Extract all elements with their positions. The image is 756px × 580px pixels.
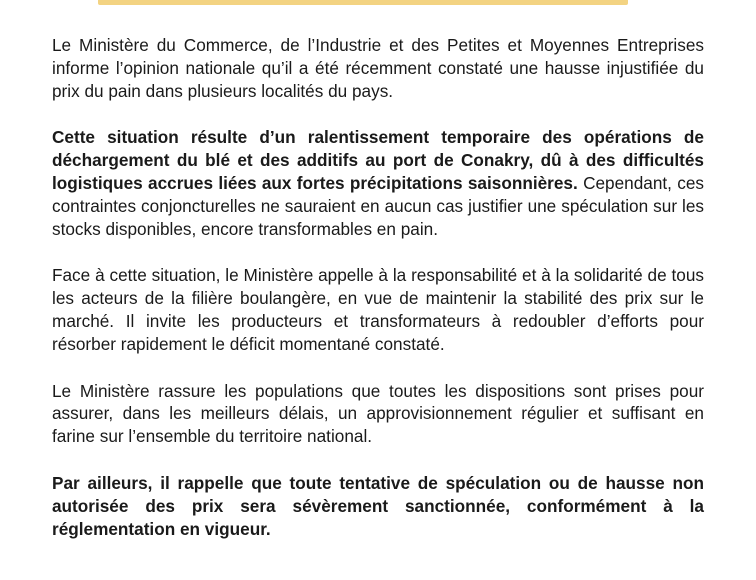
paragraph-reassurance: Le Ministère rassure les populations que toutes les dispositions sont prises pour assurer, dans les meilleurs délais, un approvisionnement régulier et suffisant en farine sur l’ensemble du territoire national. [52,380,704,447]
paragraph-cause [52,126,704,240]
paragraph-warning: Par ailleurs, il rappelle que toute tentative de spéculation ou de hausse non autorisée des prix sera sévèrement sanctionnée, conformément à la réglementation en vigueur. [52,472,704,539]
paragraph-cause-bold: Cette situation résulte d’un ralentissement temporaire des opérations de déchargement du blé et des additifs au port de Conakry, dû à des difficultés logistiques accrues liées aux fortes précipitations saisonnières. [52,127,704,193]
paragraph-appeal: Face à cette situation, le Ministère appelle à la responsabilité et à la solidarité de tous les acteurs de la filière boulangère, en vue de maintenir la stabilité des prix sur le marché. Il invite les producteurs et transformateurs à redoubler d’efforts pour résorber rapidement le déficit momentané constaté. [52,265,704,354]
communique-body [52,34,704,564]
header-accent-bar [98,0,628,5]
paragraph-cause-regular: Cependant, ces contraintes conjoncturelles ne sauraient en aucun cas justifier une spéculation sur les stocks disponibles, encore transformables en pain. [52,172,704,239]
paragraph-announcement: Le Ministère du Commerce, de l’Industrie et des Petites et Moyennes Entreprises informe l’opinion nationale qu’il a été récemment constaté une hausse injustifiée du prix du pain dans plusieurs localités du pays. [52,35,704,101]
